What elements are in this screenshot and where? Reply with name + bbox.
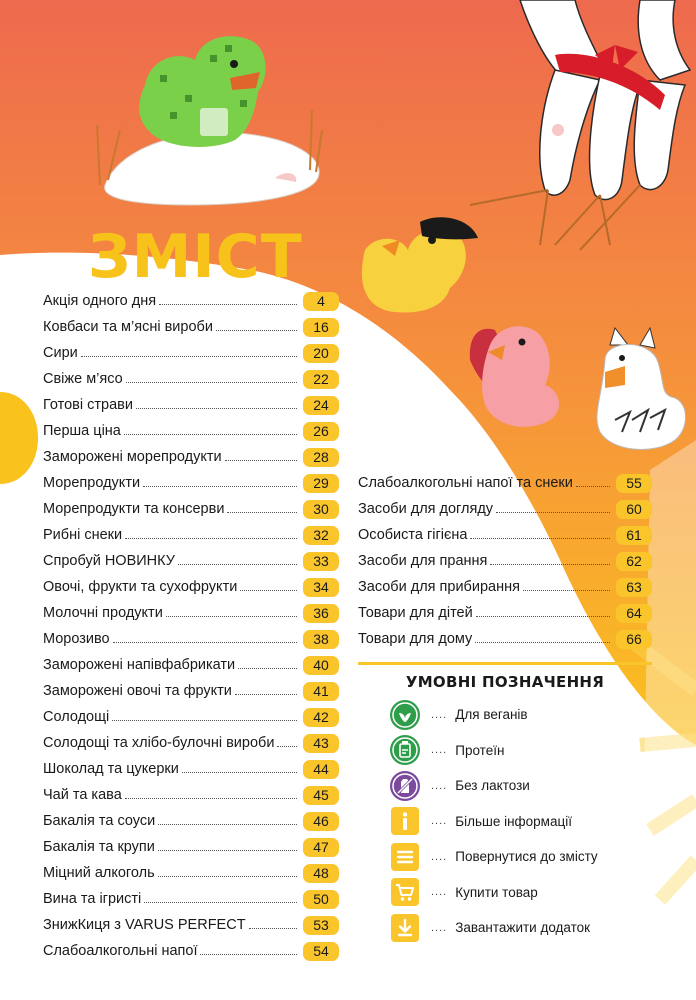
- toc-item-label[interactable]: Засоби для прибирання: [358, 579, 520, 595]
- menu-icon: [389, 841, 421, 873]
- toc-dot-leader: [475, 642, 610, 643]
- toc-item-label[interactable]: Солодощі та хлібо-булочні вироби: [43, 735, 275, 751]
- toc-item-label[interactable]: Спробуй НОВИНКУ: [43, 553, 175, 569]
- toc-page-badge[interactable]: 47: [303, 838, 339, 857]
- toc-dot-leader: [225, 460, 297, 461]
- legend-dots: ....: [431, 850, 448, 863]
- toc-item[interactable]: [43, 417, 339, 443]
- toc-item-label[interactable]: Бакалія та соуси: [43, 813, 156, 829]
- toc-page-badge[interactable]: 48: [303, 864, 339, 883]
- toc-item[interactable]: [358, 547, 652, 573]
- toc-dot-leader: [143, 486, 297, 487]
- toc-item[interactable]: [43, 625, 339, 651]
- toc-item-label[interactable]: Вина та ігристі: [43, 891, 142, 907]
- legend-label: Повернутися до змісту: [455, 849, 598, 865]
- toc-item[interactable]: [43, 755, 339, 781]
- toc-dot-leader: [126, 382, 297, 383]
- toc-item[interactable]: [43, 391, 339, 417]
- toc-item-label[interactable]: Ковбаси та м’ясні вироби: [43, 319, 213, 335]
- toc-dot-leader: [490, 564, 610, 565]
- toc-item[interactable]: [43, 469, 339, 495]
- toc-item[interactable]: [43, 365, 339, 391]
- toc-page-badge[interactable]: 44: [303, 760, 339, 779]
- toc-item-label[interactable]: Перша ціна: [43, 423, 121, 439]
- toc-item[interactable]: [43, 911, 339, 937]
- toc-item[interactable]: [358, 625, 652, 651]
- toc-page-badge[interactable]: 61: [616, 526, 652, 545]
- toc-item-label[interactable]: Заморожені напівфабрикати: [43, 657, 236, 673]
- toc-dot-leader: [249, 928, 297, 929]
- toc-item-label[interactable]: Товари для дітей: [358, 605, 473, 621]
- toc-dot-leader: [136, 408, 297, 409]
- info-icon: [389, 805, 421, 837]
- toc-dot-leader: [277, 746, 297, 747]
- toc-item-label[interactable]: Овочі, фрукти та сухофрукти: [43, 579, 238, 595]
- legend-dots: ....: [431, 886, 448, 899]
- legend-dots: ....: [431, 708, 448, 721]
- toc-item-label[interactable]: Морозиво: [43, 631, 110, 647]
- toc-item-label[interactable]: Готові страви: [43, 397, 133, 413]
- legend-item-buy: [389, 875, 652, 911]
- legend-dots: ....: [431, 815, 448, 828]
- toc-page-badge[interactable]: 42: [303, 708, 339, 727]
- toc-item-label[interactable]: Засоби для прання: [358, 553, 488, 569]
- toc-item[interactable]: [358, 495, 652, 521]
- toc-page-badge[interactable]: 38: [303, 630, 339, 649]
- toc-item-label[interactable]: Молочні продукти: [43, 605, 163, 621]
- toc-item-label[interactable]: Морепродукти: [43, 475, 141, 491]
- toc-page-badge[interactable]: 55: [616, 474, 652, 493]
- toc-dot-leader: [81, 356, 297, 357]
- legend-section: [358, 662, 652, 946]
- toc-dot-leader: [158, 824, 297, 825]
- toc-item-label[interactable]: Слабоалкогольні напої: [43, 943, 198, 959]
- toc-page-badge[interactable]: 30: [303, 500, 339, 519]
- toc-item-label[interactable]: Міцний алкоголь: [43, 865, 155, 881]
- legend-label: Протеїн: [455, 742, 505, 758]
- toc-page-badge[interactable]: 50: [303, 890, 339, 909]
- legend-dots: ....: [431, 744, 448, 757]
- toc-page-badge[interactable]: 34: [303, 578, 339, 597]
- toc-item[interactable]: [358, 521, 652, 547]
- toc-item[interactable]: [43, 313, 339, 339]
- toc-item-label[interactable]: Слабоалкогольні напої та снеки: [358, 475, 573, 491]
- toc-item-label[interactable]: Заморожені морепродукти: [43, 449, 222, 465]
- legend-label: Без лактози: [455, 778, 530, 794]
- legend-item-protein: [389, 733, 652, 769]
- toc-dot-leader: [113, 642, 297, 643]
- download-icon: [389, 912, 421, 944]
- toc-dot-leader: [166, 616, 297, 617]
- toc-dot-leader: [523, 590, 610, 591]
- toc-item[interactable]: [43, 651, 339, 677]
- toc-page-badge[interactable]: 20: [303, 344, 339, 363]
- legend-dots: ....: [431, 921, 448, 934]
- toc-dot-leader: [576, 486, 610, 487]
- toc-page-badge[interactable]: 53: [303, 916, 339, 935]
- toc-dot-leader: [227, 512, 297, 513]
- toc-dot-leader: [112, 720, 297, 721]
- toc-page-badge[interactable]: 54: [303, 942, 339, 961]
- legend-item-back-to-contents: [389, 839, 652, 875]
- toc-item[interactable]: [43, 859, 339, 885]
- legend-title: УМОВНІ ПОЗНАЧЕННЯ: [405, 673, 605, 691]
- toc-item[interactable]: [43, 495, 339, 521]
- toc-item[interactable]: [43, 443, 339, 469]
- toc-item-label[interactable]: Товари для дому: [358, 631, 473, 647]
- yellow-half-circle: [0, 392, 38, 484]
- toc-page-badge[interactable]: 43: [303, 734, 339, 753]
- toc-page-badge[interactable]: 64: [616, 604, 652, 623]
- toc-item-label[interactable]: Шоколад та цукерки: [43, 761, 179, 777]
- toc-item[interactable]: [43, 833, 339, 859]
- vegan-leaf-icon: [389, 699, 421, 731]
- toc-dot-leader: [158, 850, 297, 851]
- toc-item-label[interactable]: Особиста гігієна: [358, 527, 468, 543]
- legend-label: Більше інформації: [455, 813, 572, 829]
- toc-page-badge[interactable]: 60: [616, 500, 652, 519]
- toc-item-label[interactable]: Солодощі: [43, 709, 110, 725]
- legend-list: [358, 697, 652, 946]
- legend-dots: ....: [431, 779, 448, 792]
- protein-icon: [389, 734, 421, 766]
- toc-page-badge[interactable]: 46: [303, 812, 339, 831]
- toc-item[interactable]: [43, 339, 339, 365]
- lactose-free-icon: [389, 770, 421, 802]
- toc-item[interactable]: [43, 885, 339, 911]
- toc-dot-leader: [470, 538, 610, 539]
- toc-item[interactable]: [358, 599, 652, 625]
- toc-page-badge[interactable]: 28: [303, 448, 339, 467]
- toc-dot-leader: [216, 330, 297, 331]
- legend-label: Завантажити додаток: [455, 920, 591, 936]
- toc-page-badge[interactable]: 4: [303, 292, 339, 311]
- toc-dot-leader: [124, 434, 297, 435]
- toc-page-badge[interactable]: 24: [303, 396, 339, 415]
- toc-item[interactable]: [43, 573, 339, 599]
- toc-item-label[interactable]: Сири: [43, 345, 78, 361]
- toc-page-badge[interactable]: 66: [616, 630, 652, 649]
- toc-item-label[interactable]: Засоби для догляду: [358, 501, 494, 517]
- cart-icon: [389, 876, 421, 908]
- toc-page-badge[interactable]: 29: [303, 474, 339, 493]
- toc-dot-leader: [476, 616, 610, 617]
- legend-item-vegan: [389, 697, 652, 733]
- toc-item[interactable]: [43, 599, 339, 625]
- toc-list-right: [358, 469, 652, 651]
- toc-dot-leader: [238, 668, 297, 669]
- toc-item-label[interactable]: Бакалія та крупи: [43, 839, 155, 855]
- toc-dot-leader: [240, 590, 297, 591]
- toc-page-badge[interactable]: 32: [303, 526, 339, 545]
- toc-list-left: [43, 287, 339, 963]
- toc-item[interactable]: [43, 729, 339, 755]
- toc-item-label[interactable]: Морепродукти та консерви: [43, 501, 225, 517]
- toc-item-label[interactable]: Акція одного дня: [43, 293, 157, 309]
- toc-item[interactable]: [43, 677, 339, 703]
- toc-item[interactable]: [43, 807, 339, 833]
- toc-page-badge[interactable]: 41: [303, 682, 339, 701]
- toc-dot-leader: [182, 772, 297, 773]
- toc-page-badge[interactable]: 45: [303, 786, 339, 805]
- toc-dot-leader: [235, 694, 297, 695]
- toc-page-badge[interactable]: 33: [303, 552, 339, 571]
- toc-dot-leader: [496, 512, 610, 513]
- toc-item-label[interactable]: Рибні снеки: [43, 527, 123, 543]
- toc-item[interactable]: [43, 703, 339, 729]
- page-title: ЗМІСТ: [88, 222, 303, 292]
- legend-label: Купити товар: [455, 884, 538, 900]
- legend-top-rule: [358, 662, 652, 665]
- legend-item-info: [389, 804, 652, 840]
- toc-page-badge[interactable]: 40: [303, 656, 339, 675]
- toc-page-badge[interactable]: 36: [303, 604, 339, 623]
- toc-item[interactable]: [358, 469, 652, 495]
- toc-dot-leader: [144, 902, 297, 903]
- toc-page-badge[interactable]: 22: [303, 370, 339, 389]
- toc-page-badge[interactable]: 63: [616, 578, 652, 597]
- legend-item-lactose-free: [389, 768, 652, 804]
- toc-item-label[interactable]: Чай та кава: [43, 787, 122, 803]
- toc-item-label[interactable]: Свіже м’ясо: [43, 371, 123, 387]
- legend-item-download: [389, 910, 652, 946]
- toc-dot-leader: [125, 538, 297, 539]
- toc-dot-leader: [178, 564, 297, 565]
- toc-item[interactable]: [43, 521, 339, 547]
- toc-page-badge[interactable]: 62: [616, 552, 652, 571]
- toc-page-badge[interactable]: 26: [303, 422, 339, 441]
- toc-dot-leader: [159, 304, 297, 305]
- toc-dot-leader: [200, 954, 297, 955]
- legend-label: Для веганів: [455, 707, 528, 723]
- toc-item[interactable]: [43, 781, 339, 807]
- toc-item[interactable]: [43, 937, 339, 963]
- toc-page-badge[interactable]: 16: [303, 318, 339, 337]
- toc-item[interactable]: [43, 287, 339, 313]
- toc-dot-leader: [125, 798, 297, 799]
- toc-item[interactable]: [43, 547, 339, 573]
- toc-item-label[interactable]: ЗнижКиця з VARUS PERFECT: [43, 917, 246, 933]
- toc-item-label[interactable]: Заморожені овочі та фрукти: [43, 683, 232, 699]
- toc-dot-leader: [158, 876, 297, 877]
- toc-item[interactable]: [358, 573, 652, 599]
